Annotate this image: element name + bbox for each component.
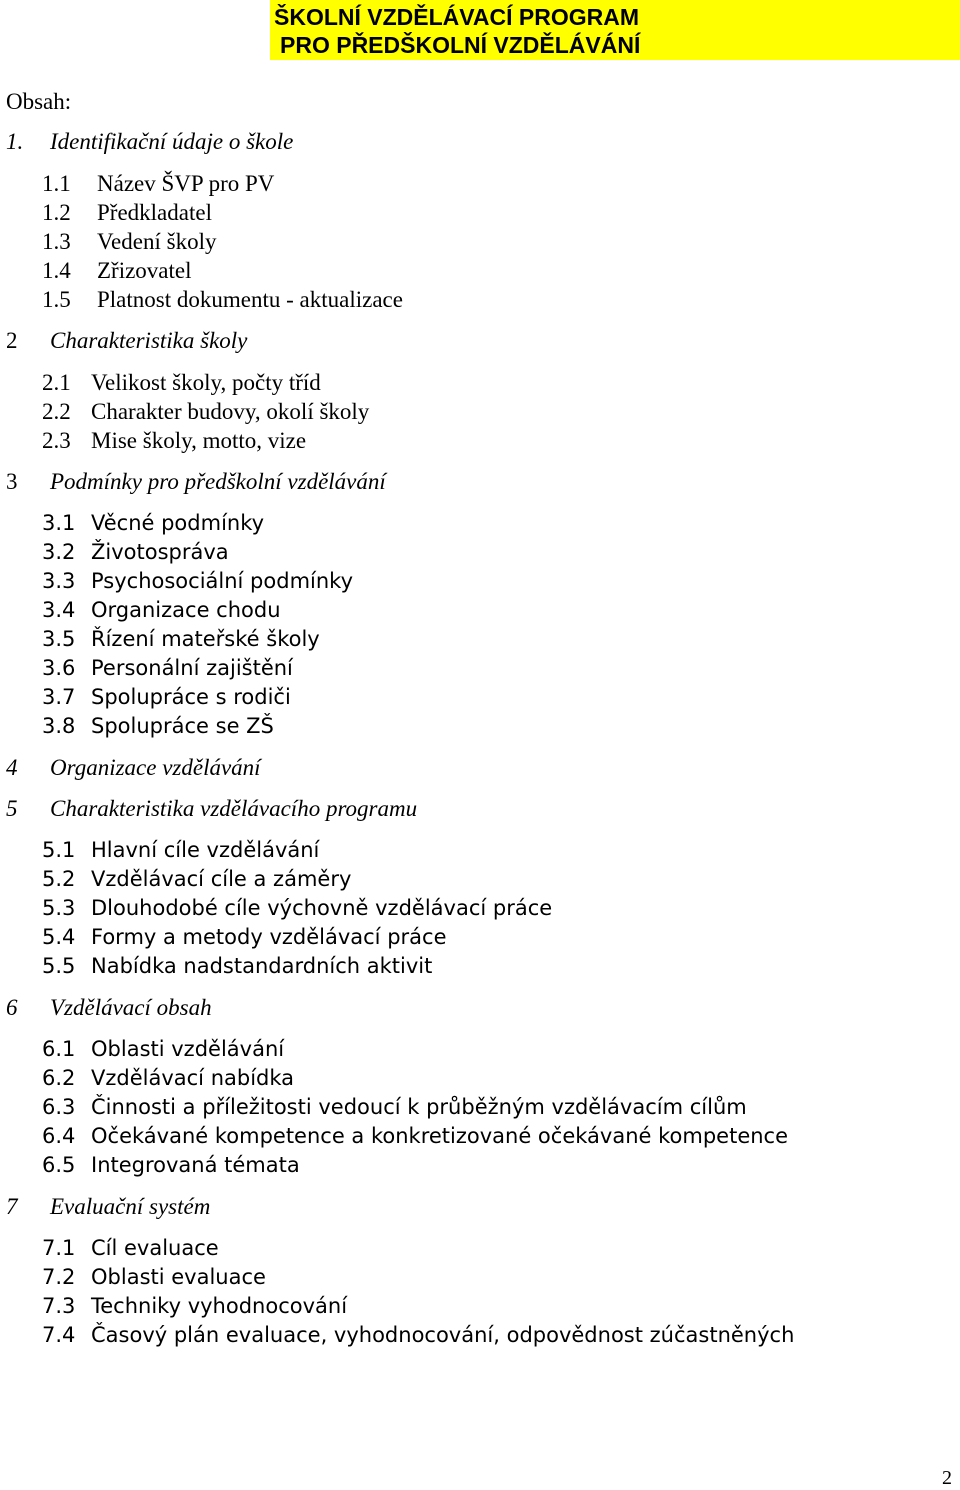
item-number: 1.5	[42, 287, 71, 312]
chapter-number: 7	[6, 1194, 18, 1219]
chapter-number: 6	[6, 995, 18, 1020]
item-text: Formy a metody vzdělávací práce	[91, 925, 447, 949]
contents-label: Obsah:	[6, 89, 72, 114]
item-text: Organizace chodu	[91, 598, 281, 622]
item-number: 5.3	[42, 896, 76, 920]
chapter-2-heading[interactable]	[6, 327, 248, 354]
chapter-6-heading[interactable]	[6, 994, 212, 1021]
item-number: 2.2	[42, 399, 71, 424]
item-text: Charakter budovy, okolí školy	[91, 399, 370, 424]
item-number: 3.5	[42, 627, 76, 651]
chapter-7-heading[interactable]	[6, 1193, 211, 1220]
item-text: Oblasti vzdělávání	[91, 1037, 285, 1061]
item-text: Vedení školy	[97, 229, 217, 254]
item-number: 3.8	[42, 714, 76, 738]
chapter-number: 4	[6, 755, 18, 780]
item-number: 2.1	[42, 370, 71, 395]
item-number: 7.2	[42, 1265, 76, 1289]
item-text: Předkladatel	[97, 200, 212, 225]
chapter-title: Charakteristika vzdělávacího programu	[50, 796, 418, 821]
item-number: 3.1	[42, 511, 76, 535]
item-number: 3.2	[42, 540, 76, 564]
item-number: 1.2	[42, 200, 71, 225]
item-text: Platnost dokumentu - aktualizace	[97, 287, 403, 312]
chapter-4-heading[interactable]	[6, 754, 261, 781]
chapter-number: 2	[6, 328, 18, 353]
item-text: Vzdělávací nabídka	[91, 1066, 295, 1090]
item-text: Hlavní cíle vzdělávání	[91, 838, 320, 862]
item-number: 6.1	[42, 1037, 76, 1061]
item-text: Časový plán evaluace, vyhodnocování, odpovědnost zúčastněných	[91, 1323, 795, 1347]
chapter-number: 5	[6, 796, 18, 821]
item-text: Spolupráce s rodiči	[91, 685, 291, 709]
item-number: 7.1	[42, 1236, 76, 1260]
item-text: Integrovaná témata	[91, 1153, 300, 1177]
item-text: Životospráva	[91, 540, 229, 564]
chapter-title: Organizace vzdělávání	[50, 755, 261, 780]
item-text: Psychosociální podmínky	[91, 569, 354, 593]
chapter-title: Evaluační systém	[50, 1194, 211, 1219]
item-number: 3.7	[42, 685, 76, 709]
chapter-title: Charakteristika školy	[50, 328, 248, 353]
chapter-number: 1.	[6, 129, 24, 154]
item-number: 6.2	[42, 1066, 76, 1090]
chapter-title: Podmínky pro předškolní vzdělávání	[50, 469, 386, 494]
chapter-3-heading[interactable]	[6, 468, 386, 495]
chapter-title: Vzdělávací obsah	[50, 995, 212, 1020]
chapter-number: 3	[6, 469, 18, 494]
item-text: Název ŠVP pro PV	[97, 171, 275, 196]
item-number: 1.1	[42, 171, 71, 196]
chapter-5-heading[interactable]	[6, 795, 418, 822]
item-text: Řízení mateřské školy	[91, 627, 320, 651]
chapter-1-heading[interactable]	[6, 128, 294, 155]
item-text: Věcné podmínky	[91, 511, 265, 535]
item-number: 5.5	[42, 954, 76, 978]
header-title-line1: ŠKOLNÍ VZDĚLÁVACÍ PROGRAM	[274, 4, 640, 30]
item-number: 7.3	[42, 1294, 76, 1318]
item-number: 6.5	[42, 1153, 76, 1177]
item-number: 3.4	[42, 598, 76, 622]
item-text: Dlouhodobé cíle výchovně vzdělávací práce	[91, 896, 553, 920]
page-number: 2	[942, 1467, 952, 1489]
item-number: 1.4	[42, 258, 71, 283]
item-text: Techniky vyhodnocování	[91, 1294, 348, 1318]
item-text: Oblasti evaluace	[91, 1265, 266, 1289]
item-number: 5.4	[42, 925, 76, 949]
item-text: Zřizovatel	[97, 258, 192, 283]
item-text: Mise školy, motto, vize	[91, 428, 307, 453]
item-text: Velikost školy, počty tříd	[91, 370, 321, 395]
item-text: Nabídka nadstandardních aktivit	[91, 954, 433, 978]
item-number: 1.3	[42, 229, 71, 254]
item-number: 5.2	[42, 867, 76, 891]
item-number: 2.3	[42, 428, 71, 453]
item-number: 7.4	[42, 1323, 76, 1347]
item-number: 6.3	[42, 1095, 76, 1119]
item-text: Personální zajištění	[91, 656, 293, 680]
item-text: Cíl evaluace	[91, 1236, 219, 1260]
item-number: 3.6	[42, 656, 76, 680]
item-text: Činnosti a příležitosti vedoucí k průběžným vzdělávacím cílům	[91, 1095, 747, 1119]
header-title-line2: PRO PŘEDŠKOLNÍ VZDĚLÁVÁNÍ	[280, 32, 641, 58]
item-text: Očekávané kompetence a konkretizované očekávané kompetence	[91, 1124, 789, 1148]
item-number: 6.4	[42, 1124, 76, 1148]
item-text: Spolupráce se ZŠ	[91, 714, 274, 738]
item-number: 3.3	[42, 569, 76, 593]
chapter-title: Identifikační údaje o škole	[50, 129, 294, 154]
item-number: 5.1	[42, 838, 76, 862]
item-text: Vzdělávací cíle a záměry	[91, 867, 352, 891]
